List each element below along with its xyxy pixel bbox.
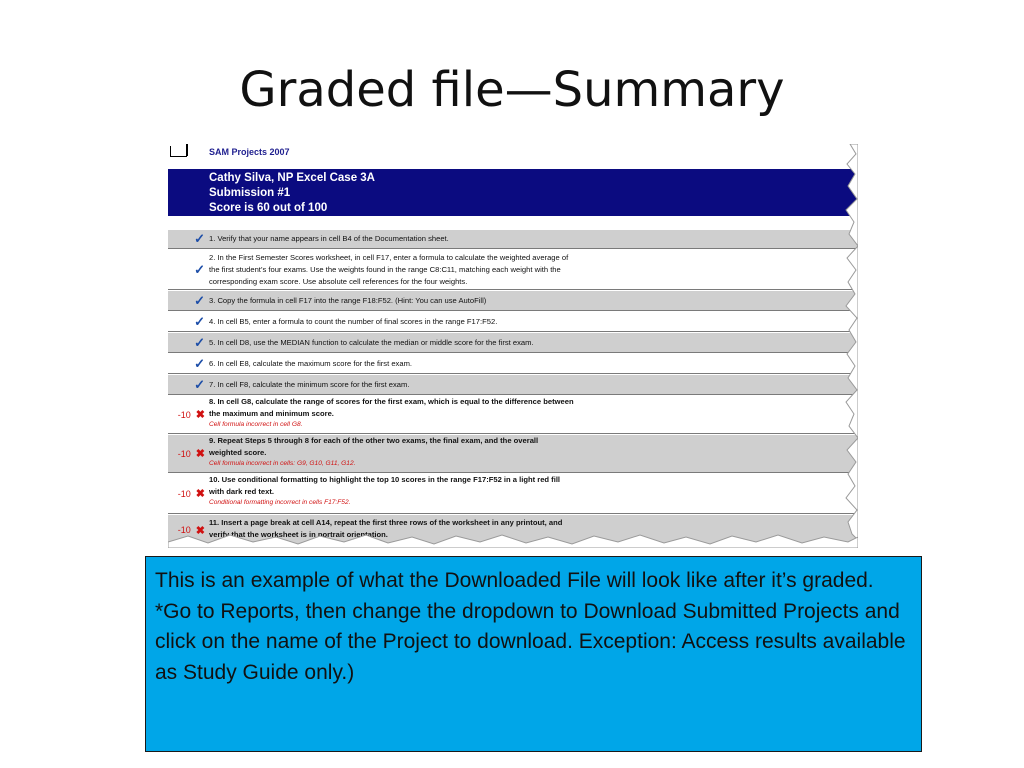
cross-icon: ✖ bbox=[195, 524, 205, 537]
step-text: 8. In cell G8, calculate the range of scores for the first exam, which is equal to the difference between bbox=[209, 397, 574, 406]
cross-icon: ✖ bbox=[195, 409, 205, 421]
points-deducted: -10 bbox=[177, 525, 191, 535]
step-text: 4. In cell B5, enter a formula to count the number of final scores in the range F17:F52. bbox=[209, 317, 498, 326]
student-name: Cathy Silva, NP Excel Case 3A bbox=[209, 172, 375, 184]
step-text: 3. Copy the formula in cell F17 into the range F18:F52. (Hint: You can use AutoFill) bbox=[209, 296, 487, 305]
error-note: Cell formula incorrect in cell G8. bbox=[209, 421, 303, 429]
checkmark-icon: ✓ bbox=[194, 376, 205, 392]
step-text: corresponding exam score. Use absolute cell references for the four weights. bbox=[209, 277, 468, 287]
callout-text: *Go to Reports, then change the dropdown to Download Submitted Projects and click on the name of the Project to download. Exception: Access results available as Study Guide only.) bbox=[155, 599, 906, 684]
slide-title: Graded file—Summary bbox=[239, 62, 785, 118]
torn-edge-decoration bbox=[168, 144, 858, 548]
step-text: the maximum and minimum score. bbox=[209, 409, 334, 419]
step-text: 5. In cell D8, use the MEDIAN function to calculate the median or middle score for the first exam. bbox=[209, 338, 534, 347]
cross-icon: ✖ bbox=[195, 448, 205, 460]
sheet-header: SAM Projects 2007 bbox=[209, 147, 290, 157]
submission-number: Submission #1 bbox=[209, 187, 291, 199]
cross-icon: ✖ bbox=[195, 488, 205, 500]
points-deducted: -10 bbox=[177, 448, 191, 459]
error-note: Cell formula incorrect in cells: G9, G10, G11, G12. bbox=[209, 460, 356, 468]
score-text: Score is 60 out of 100 bbox=[209, 202, 328, 214]
checkmark-icon: ✓ bbox=[194, 231, 205, 246]
step-text: 7. In cell F8, calculate the minimum score for the first exam. bbox=[209, 380, 410, 389]
step-text: 10. Use conditional formatting to highlight the top 10 scores in the range F17:F52 in a light red fill bbox=[209, 475, 561, 484]
step-text: 2. In the First Semester Scores worksheet, in cell F17, enter a formula to calculate the weighted average of bbox=[209, 253, 569, 262]
callout-text: This is an example of what the Downloaded File will look like after it’s graded. bbox=[155, 569, 874, 592]
step-text: 11. Insert a page break at cell A14, repeat the first three rows of the worksheet in any printout, and bbox=[209, 518, 563, 527]
step-text: 6. In cell E8, calculate the maximum score for the first exam. bbox=[209, 359, 412, 368]
checkmark-icon: ✓ bbox=[194, 355, 205, 371]
instruction-callout bbox=[145, 556, 922, 752]
checkmark-icon: ✓ bbox=[194, 292, 205, 308]
points-deducted: -10 bbox=[177, 488, 191, 499]
step-text: with dark red text. bbox=[209, 487, 274, 497]
points-deducted: -10 bbox=[177, 409, 191, 420]
step-text: the first student’s four exams. Use the weights found in the range C8:C11, matching each weight with the bbox=[209, 265, 561, 275]
checkmark-icon: ✓ bbox=[194, 261, 205, 277]
checkmark-icon: ✓ bbox=[194, 334, 205, 350]
error-note: Conditional formatting incorrect in cells F17:F52. bbox=[209, 499, 351, 507]
graded-file-image bbox=[168, 144, 858, 548]
step-text: verify that the worksheet is in portrait orientation. bbox=[209, 530, 388, 540]
checkmark-icon: ✓ bbox=[194, 313, 205, 329]
step-text: 1. Verify that your name appears in cell B4 of the Documentation sheet. bbox=[209, 234, 449, 243]
step-text: 9. Repeat Steps 5 through 8 for each of the other two exams, the final exam, and the overall bbox=[209, 436, 539, 445]
step-text: weighted score. bbox=[209, 448, 267, 458]
